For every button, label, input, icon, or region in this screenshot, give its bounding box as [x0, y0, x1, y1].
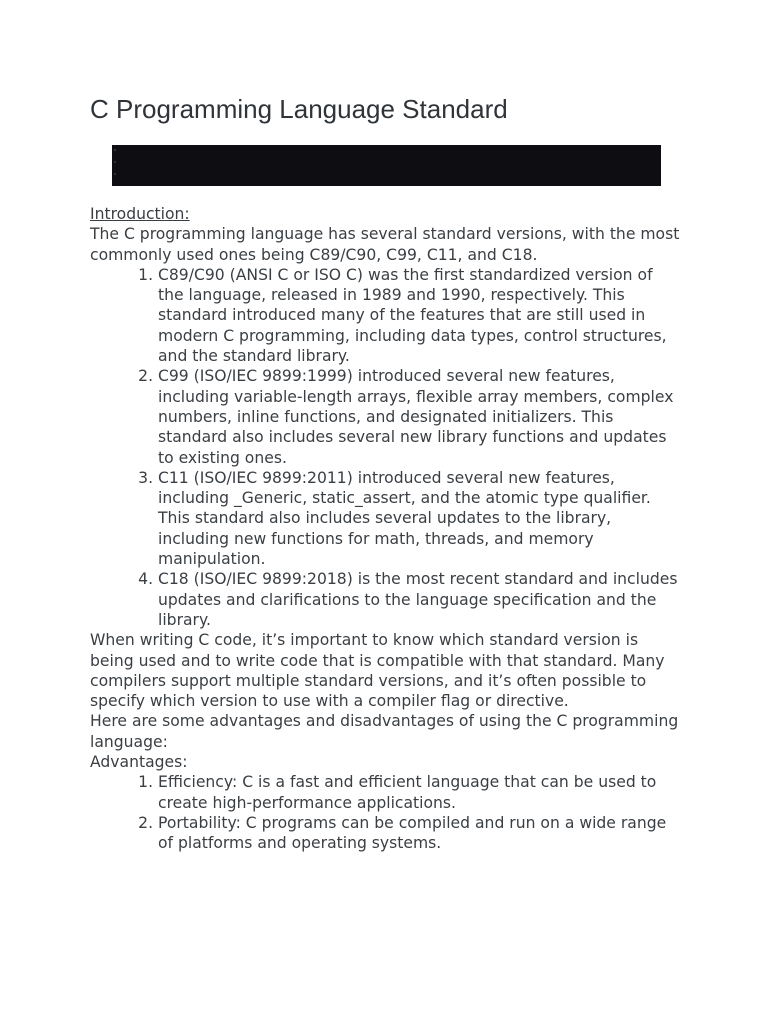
code-block	[112, 145, 661, 186]
standard-versions-list	[90, 265, 680, 630]
introduction-lead: The C programming language has several standard versions, with the most commonly used ones being C89/C90, C99, C11, and C18.	[90, 225, 680, 264]
list-item: 1. C89/C90 (ANSI C or ISO C) was the first standardized version of the language, released in 1989 and 1990, respectively. This standard introduced many of the features that are still used in modern C programming, including data types, control structures, and the standard library.	[158, 265, 680, 366]
document-body	[90, 204, 680, 854]
code-block-line-markers	[114, 149, 117, 185]
introduction-heading: Introduction:	[90, 205, 190, 223]
list-item: 2. C99 (ISO/IEC 9899:1999) introduced several new features, including variable-length arrays, flexible array members, complex numbers, inline functions, and designated initializers. This standard also includes several new library functions and updates to existing ones.	[158, 366, 680, 467]
page-title: C Programming Language Standard	[90, 94, 508, 124]
advantages-list	[90, 772, 680, 853]
pros-cons-paragraph: Here are some advantages and disadvantages of using the C programming language:	[90, 712, 679, 751]
line-marker	[114, 161, 116, 163]
list-item: 2. Portability: C programs can be compiled and run on a wide range of platforms and operating systems.	[158, 813, 680, 854]
compatibility-paragraph: When writing C code, it’s important to know which standard version is being used and to write code that is compatible with that standard. Many compilers support multiple standard versions, and it’s often possible to specify which version to use with a compiler flag or directive.	[90, 631, 665, 711]
list-item: 1. Efficiency: C is a fast and efficient language that can be used to create high-performance applications.	[158, 772, 680, 813]
list-item: 3. C11 (ISO/IEC 9899:2011) introduced several new features, including _Generic, static_assert, and the atomic type qualifier. This standard also includes several updates to the library, including new functions for math, threads, and memory manipulation.	[158, 468, 680, 569]
advantages-heading: Advantages:	[90, 753, 188, 772]
list-item: 4. C18 (ISO/IEC 9899:2018) is the most recent standard and includes updates and clarifications to the language specification and the library.	[158, 569, 680, 630]
line-marker	[114, 149, 116, 151]
line-marker	[114, 173, 116, 175]
